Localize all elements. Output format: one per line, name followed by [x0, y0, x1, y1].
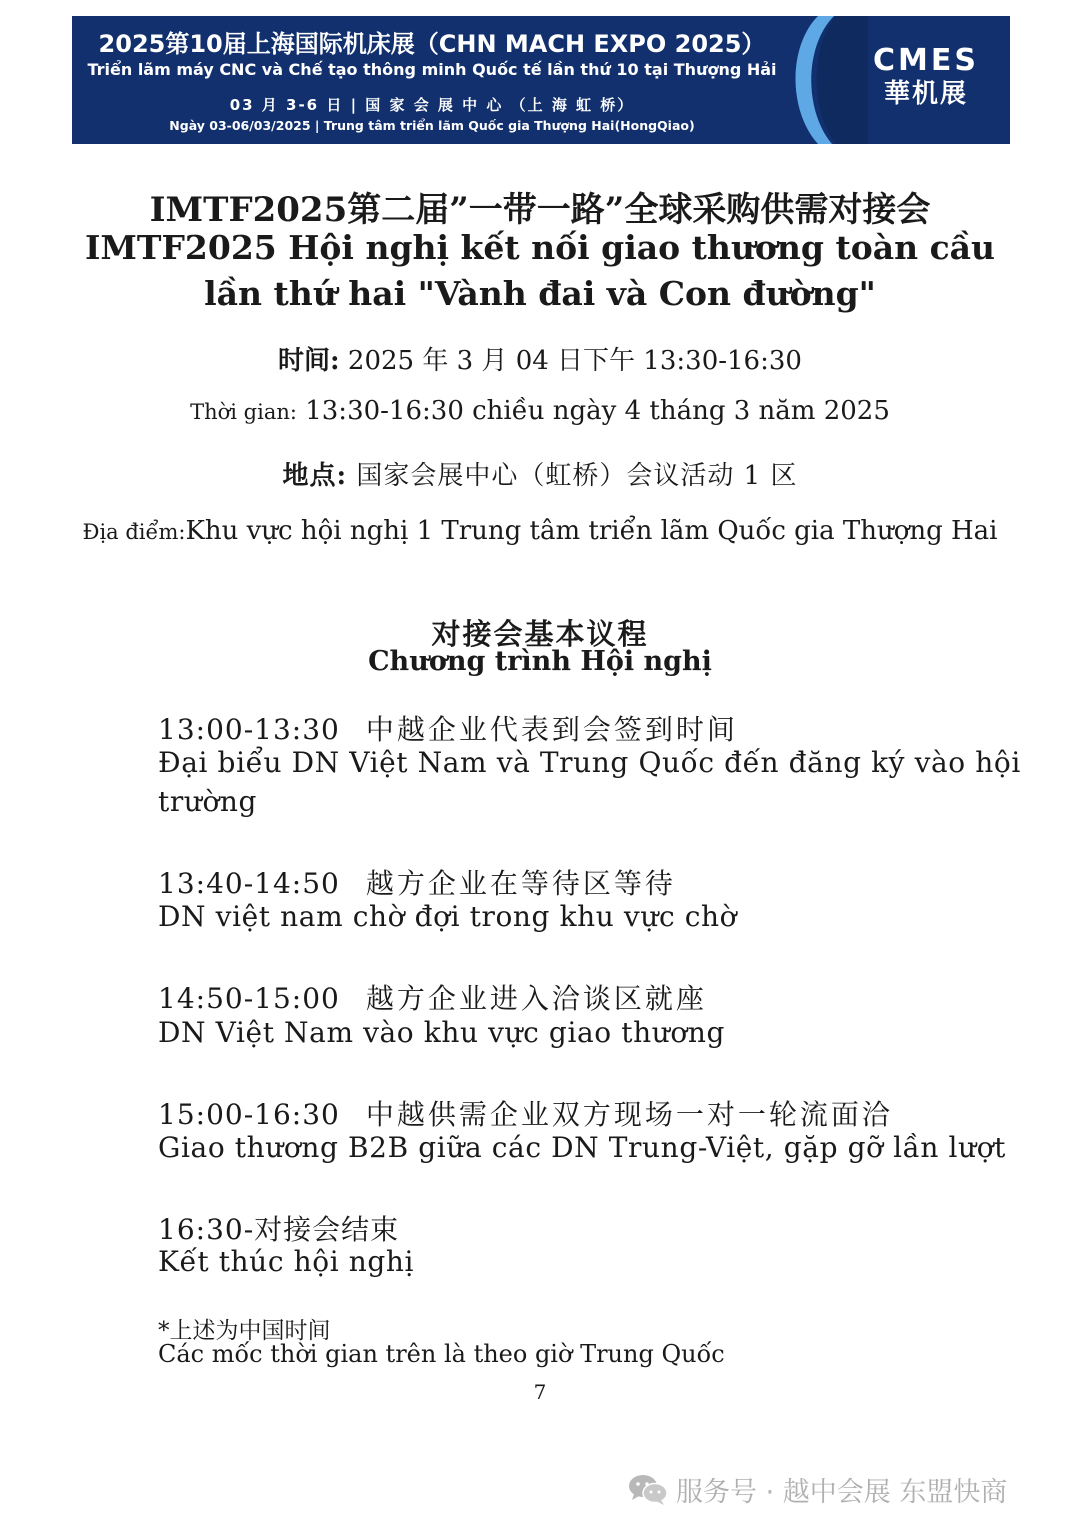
agenda-item-time-row — [158, 977, 707, 1017]
banner-date-cn: 03 月 3-6 日 | 国 家 会 展 中 心 （上 海 虹 桥） — [229, 96, 635, 114]
time-vn — [0, 396, 1080, 426]
agenda-item-time-row — [158, 862, 676, 902]
agenda-time: 13:40-14:50 — [158, 867, 340, 900]
agenda-item-time-row — [158, 1208, 399, 1248]
logo-text-latin: CMES — [873, 43, 979, 78]
time-cn-value: 2025 年 3 月 04 日下午 13:30-16:30 — [347, 346, 802, 376]
agenda-desc-cn: 中越供需企业双方现场一对一轮流面洽 — [365, 1098, 893, 1131]
agenda-title-cn: 对接会基本议程 — [431, 617, 649, 651]
place-vn-value: Khu vực hội nghị 1 Trung tâm triển lãm Quốc gia Thượng Hai — [185, 516, 998, 546]
agenda-time: 13:00-13:30 — [158, 713, 340, 746]
agenda-desc-vn: DN Việt Nam vào khu vực giao thương — [158, 1016, 725, 1049]
agenda-time: 15:00-16:30 — [158, 1098, 340, 1131]
agenda-desc-cn: 越方企业在等待区等待 — [365, 867, 676, 900]
page-number: 7 — [533, 1380, 547, 1404]
banner-date-vn: Ngày 03-06/03/2025 | Trung tâm triển lãm Quốc gia Thượng Hai(HongQiao) — [169, 118, 695, 133]
place-cn-value: 国家会展中心（虹桥）会议活动 1 区 — [356, 461, 798, 491]
agenda-desc-vn: Đại biểu DN Việt Nam và Trung Quốc đến đăng ký vào hội — [158, 746, 1021, 779]
agenda-desc-cn: 越方企业进入洽谈区就座 — [365, 982, 707, 1015]
time-cn-label: 时间: — [278, 346, 340, 376]
place-vn-label: Địa điểm: — [82, 520, 186, 544]
agenda-desc-cn: 对接会结束 — [254, 1213, 400, 1246]
title-vn-line2: lần thứ hai "Vành đai và Con đường" — [204, 274, 876, 313]
place-vn — [0, 516, 1080, 546]
place-cn — [0, 455, 1080, 492]
agenda-desc-vn: Giao thương B2B giữa các DN Trung-Việt, gặp gỡ lần lượt — [158, 1131, 1007, 1164]
wechat-icon — [628, 1473, 668, 1507]
agenda-time: 14:50-15:00 — [158, 982, 340, 1015]
place-cn-label: 地点: — [282, 461, 348, 491]
logo-text-cn: 華机展 — [883, 79, 968, 109]
watermark — [628, 1470, 1007, 1510]
banner-title-cn: 2025第10届上海国际机床展（CHN MACH EXPO 2025） — [98, 30, 766, 58]
title-cn: IMTF2025第二届”一带一路”全球采购供需对接会 — [149, 190, 931, 230]
agenda-time: 16:30- — [158, 1213, 255, 1246]
banner-text — [72, 16, 792, 144]
watermark-text: 服务号 · 越中会展 东盟快商 — [676, 1477, 1008, 1508]
title-vn-line1: IMTF2025 Hội nghị kết nối giao thương toàn cầu — [84, 228, 996, 267]
agenda-title-vn: Chương trình Hội nghị — [368, 646, 712, 677]
agenda-item-time-row — [158, 708, 738, 748]
timezone-note-cn: *上述为中国时间 — [158, 1318, 331, 1344]
header-banner — [72, 16, 1010, 144]
time-vn-label: Thời gian: — [190, 400, 297, 424]
agenda-desc-vn: Kết thúc hội nghị — [158, 1245, 415, 1278]
cmes-logo — [842, 44, 1010, 110]
time-cn — [0, 340, 1080, 377]
agenda-desc-vn-cont: trường — [158, 785, 258, 818]
agenda-desc-vn: DN việt nam chờ đợi trong khu vực chờ — [158, 900, 738, 933]
timezone-note-vn: Các mốc thời gian trên là theo giờ Trung Quốc — [158, 1340, 725, 1368]
time-vn-value: 13:30-16:30 chiều ngày 4 tháng 3 năm 2025 — [305, 396, 890, 426]
agenda-item-time-row — [158, 1093, 893, 1133]
agenda-desc-cn: 中越企业代表到会签到时间 — [365, 713, 738, 746]
banner-title-vn: Triển lãm máy CNC và Chế tạo thông minh Quốc tế lần thứ 10 tại Thượng Hải — [87, 60, 777, 79]
